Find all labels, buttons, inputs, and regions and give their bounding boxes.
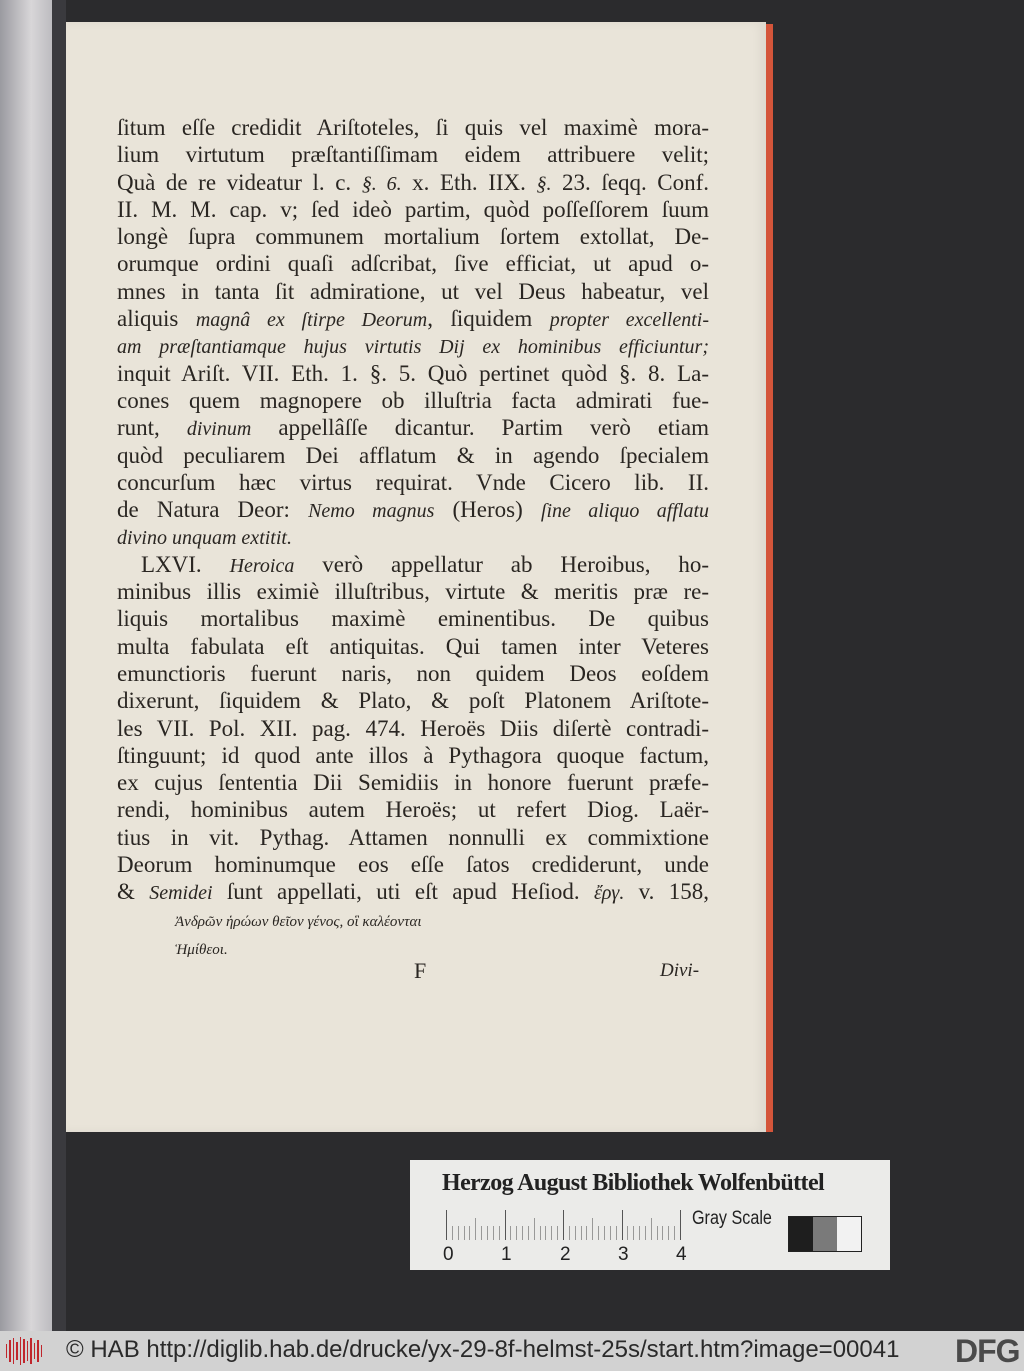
ruler-tick xyxy=(540,1226,541,1240)
ruler-tick xyxy=(657,1226,658,1240)
roman-text: liquis mortalibus maximè eminentibus. De quibus xyxy=(117,606,709,632)
roman-text: verò appellatur ab Heroibus, ho- xyxy=(294,551,709,577)
greek-quote-line-2: Ἡμίθεοι. xyxy=(175,942,228,958)
text-line xyxy=(117,769,709,796)
italic-text: §. xyxy=(536,172,552,195)
dfg-logo: DFG xyxy=(955,1333,1020,1369)
ruler-tick xyxy=(551,1226,552,1240)
ruler-tick xyxy=(592,1218,593,1240)
scale-number: 2 xyxy=(560,1244,571,1265)
text-line xyxy=(117,578,709,605)
roman-text: ſunt appellati, uti eſt apud Heſiod. xyxy=(212,879,594,905)
text-line xyxy=(117,332,709,359)
text-line xyxy=(117,196,709,223)
text-line xyxy=(117,278,709,305)
ruler-tick xyxy=(575,1226,576,1240)
italic-text: ſine aliquo afflatu xyxy=(540,500,709,523)
ruler-tick xyxy=(545,1226,546,1240)
italic-text: Heroica xyxy=(229,554,295,577)
page-red-edge xyxy=(766,24,773,1132)
ruler-tick xyxy=(469,1226,470,1240)
roman-text: dixerunt, ſiquidem & Plato, & poſt Platonem Ariſtote- xyxy=(117,688,709,714)
gray-swatch-patch xyxy=(813,1217,837,1251)
roman-text: emunctioris fuerunt naris, non quidem Deos eoſdem xyxy=(117,660,709,686)
ruler-tick xyxy=(458,1226,459,1240)
ruler-tick xyxy=(557,1226,558,1240)
italic-text: divino unquam extitit. xyxy=(117,527,292,550)
ruler-tick xyxy=(674,1226,675,1240)
ruler-tick xyxy=(522,1226,523,1240)
roman-text: rendi, hominibus autem Heroës; ut refert Diog. Laër- xyxy=(117,797,709,823)
text-line xyxy=(117,742,709,769)
roman-text: (Heros) xyxy=(434,497,541,523)
text-line xyxy=(117,360,709,387)
text-line xyxy=(117,715,709,742)
gray-scale-swatch xyxy=(788,1216,862,1252)
text-line xyxy=(117,660,709,687)
italic-text: am præſtantiamque hujus virtutis Dij ex hominibus efficiuntur; xyxy=(117,336,709,359)
logo-bar xyxy=(6,1344,7,1358)
italic-text: divinum xyxy=(186,418,252,441)
ruler-tick xyxy=(662,1226,663,1240)
scale-number: 0 xyxy=(443,1244,454,1265)
roman-text: , ſiquidem xyxy=(427,306,550,332)
roman-text: les VII. Pol. XII. pag. 474. Heroës Diis diſertè contradi- xyxy=(117,715,709,741)
logo-bar xyxy=(27,1341,28,1361)
ruler-tick xyxy=(516,1226,517,1240)
roman-text: aliquis xyxy=(117,306,196,332)
roman-text: orumque ordini quaſi adſcribat, ſive efficiat, ut apud o- xyxy=(117,251,709,277)
text-line xyxy=(117,141,709,168)
logo-bar xyxy=(37,1340,38,1362)
signature-mark: F xyxy=(414,958,427,983)
ruler-tick xyxy=(633,1226,634,1240)
scale-number: 3 xyxy=(618,1244,629,1265)
italic-text: Nemo magnus xyxy=(308,500,435,523)
roman-text: LXVI. xyxy=(141,551,230,577)
roman-text: Quà de re videatur l. c. xyxy=(117,169,362,195)
italic-text: ἔργ. xyxy=(593,882,625,905)
text-line xyxy=(117,442,709,469)
hab-logo-icon xyxy=(6,1337,42,1365)
roman-text: concurſum hæc virtus requirat. Vnde Cicero lib. II. xyxy=(117,469,709,495)
ruler-tick xyxy=(639,1226,640,1240)
roman-text: de Natura Deor: xyxy=(117,497,309,523)
text-line xyxy=(117,687,709,714)
gray-scale-label: Gray Scale xyxy=(692,1208,772,1229)
book-gutter xyxy=(52,0,66,1331)
text-line xyxy=(117,223,709,250)
ruler-tick xyxy=(680,1210,681,1240)
text-line xyxy=(117,633,709,660)
text-line xyxy=(117,523,709,550)
ruler-tick xyxy=(481,1226,482,1240)
roman-text: runt, xyxy=(117,415,187,441)
ruler-tick xyxy=(651,1218,652,1240)
ruler-tick xyxy=(487,1226,488,1240)
ruler-tick xyxy=(505,1210,506,1240)
scale-number: 4 xyxy=(676,1244,687,1265)
logo-bar xyxy=(20,1337,21,1365)
roman-text: v. 158, xyxy=(624,879,710,905)
ruler-tick xyxy=(464,1226,465,1240)
library-name: Herzog August Bibliothek Wolfenbüttel xyxy=(442,1170,825,1196)
roman-text: Deorum hominumque eos eſſe ſatos crediderunt, unde xyxy=(117,852,709,878)
roman-text: inquit Ariſt. VII. Eth. 1. §. 5. Quò pertinet quòd §. 8. La- xyxy=(117,360,709,386)
scale-ruler xyxy=(446,1210,686,1240)
text-line xyxy=(117,605,709,632)
logo-bar xyxy=(16,1342,17,1360)
ruler-tick xyxy=(627,1226,628,1240)
text-line xyxy=(117,469,709,496)
italic-text: Semidei xyxy=(149,882,213,905)
ruler-tick xyxy=(610,1226,611,1240)
text-line xyxy=(117,496,709,523)
footer-bar xyxy=(0,1331,1024,1371)
roman-text: II. M. M. cap. v; ſed ideò partim, quòd poſſeſſorem ſuum xyxy=(117,196,709,222)
ruler-tick xyxy=(586,1226,587,1240)
ruler-tick xyxy=(645,1226,646,1240)
text-line xyxy=(117,250,709,277)
ruler-tick xyxy=(446,1210,447,1240)
roman-text: minibus illis eximiè illuſtribus, virtute & meritis præ re- xyxy=(117,579,709,605)
ruler-tick xyxy=(534,1218,535,1240)
roman-text: longè ſupra communem mortalium ſortem extollat, De- xyxy=(117,224,709,250)
text-line xyxy=(117,305,709,332)
text-line xyxy=(117,796,709,823)
ruler-tick xyxy=(475,1218,476,1240)
italic-text: §. 6. xyxy=(361,172,402,195)
copyright-url[interactable]: © HAB http://diglib.hab.de/drucke/yx-29-8f-helmst-25s/start.htm?image=00041 xyxy=(66,1336,900,1363)
roman-text: ſtinguunt; id quod ante illos à Pythagora quoque factum, xyxy=(117,742,709,768)
roman-text: & xyxy=(117,879,150,905)
body-text xyxy=(117,114,709,906)
ruler-tick xyxy=(510,1226,511,1240)
text-line xyxy=(117,114,709,141)
roman-text: lium virtutum præſtantiſſimam eidem attribuere velit; xyxy=(117,142,709,168)
ruler-tick xyxy=(528,1226,529,1240)
roman-text: quòd peculiarem Dei afflatum & in agendo ſpecialem xyxy=(117,442,709,468)
roman-text: 23. ſeqq. Conf. xyxy=(551,169,710,195)
catchword: Divi- xyxy=(660,960,700,981)
library-color-card xyxy=(410,1160,890,1270)
italic-text: propter excellenti- xyxy=(549,309,710,332)
text-line xyxy=(117,851,709,878)
text-line xyxy=(117,824,709,851)
text-line xyxy=(117,878,709,905)
ruler-tick xyxy=(598,1226,599,1240)
roman-text: ſitum eſſe credidit Ariſtoteles, ſi quis vel maximè mora- xyxy=(117,115,709,140)
roman-text: appellâſſe dicantur. Partim verò etiam xyxy=(251,415,709,441)
logo-bar xyxy=(9,1340,10,1362)
roman-text: x. Eth. IIX. xyxy=(401,169,537,195)
roman-text: multa fabulata eſt antiquitas. Qui tamen inter Veteres xyxy=(117,633,709,659)
roman-text: mnes in tanta ſit admiratione, ut vel Deus habeatur, vel xyxy=(117,278,709,304)
text-line xyxy=(117,169,709,196)
logo-bar xyxy=(34,1343,35,1359)
roman-text: tius in vit. Pythag. Attamen nonnulli ex commixtione xyxy=(117,824,709,850)
text-line xyxy=(117,414,709,441)
ruler-tick xyxy=(499,1226,500,1240)
logo-bar xyxy=(30,1338,31,1364)
gray-swatch-patch xyxy=(837,1217,861,1251)
ruler-tick xyxy=(452,1226,453,1240)
facing-page-edge xyxy=(0,0,52,1331)
greek-quote-line-1: Ἀνδρῶν ἡρώων θεῖον γένος, οἳ καλέονται xyxy=(175,914,422,930)
logo-bar xyxy=(41,1345,42,1357)
ruler-tick xyxy=(668,1226,669,1240)
ruler-tick xyxy=(604,1226,605,1240)
ruler-tick xyxy=(616,1226,617,1240)
text-line xyxy=(117,551,709,578)
ruler-tick xyxy=(622,1210,623,1240)
gray-swatch-patch xyxy=(789,1217,813,1251)
logo-bar xyxy=(13,1338,14,1364)
italic-text: magnâ ex ſtirpe Deorum xyxy=(195,309,428,332)
ruler-tick xyxy=(563,1210,564,1240)
logo-bar xyxy=(23,1339,24,1363)
roman-text: cones quem magnopere ob illuſtria facta admirati fue- xyxy=(117,387,709,413)
ruler-tick xyxy=(569,1226,570,1240)
text-line xyxy=(117,387,709,414)
ruler-tick xyxy=(581,1226,582,1240)
roman-text: ex cujus ſententia Dii Semidiis in honore fuerunt præfe- xyxy=(117,770,709,796)
scale-number: 1 xyxy=(501,1244,512,1265)
ruler-tick xyxy=(493,1226,494,1240)
